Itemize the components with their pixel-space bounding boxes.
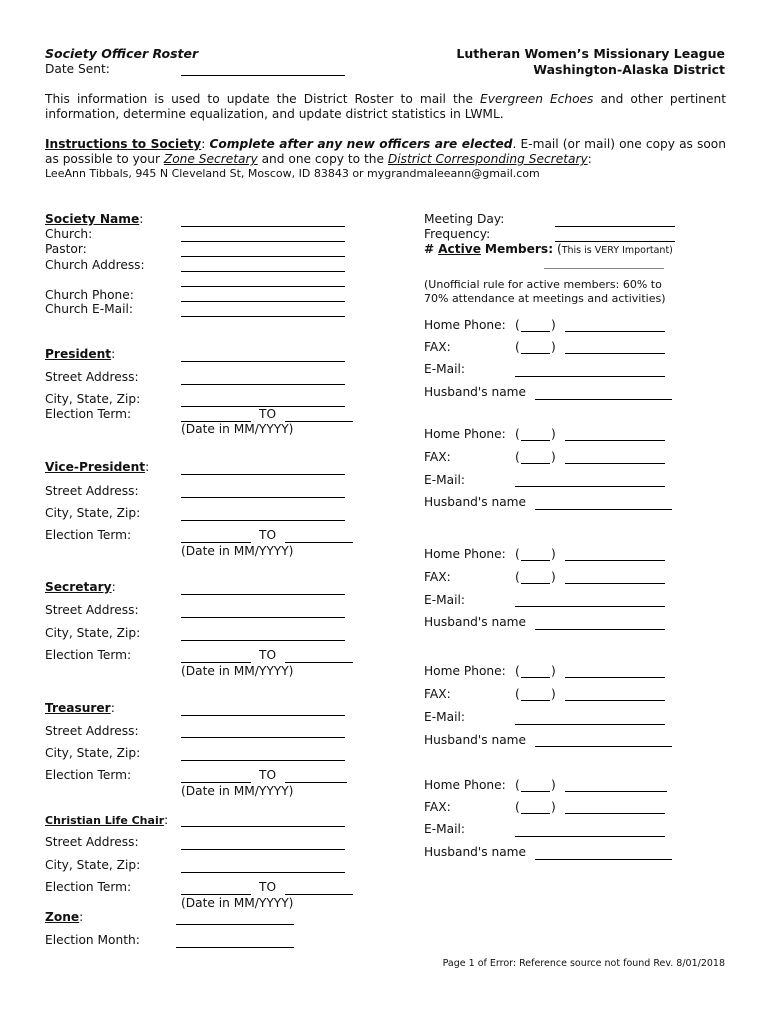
treasurer-date-format: (Date in MM/YYYY)	[181, 784, 294, 798]
secretary-email-field[interactable]	[515, 606, 665, 607]
active-note: This is VERY Important)	[561, 245, 673, 256]
vice-president-husband-field[interactable]	[535, 509, 672, 510]
treasurer-fax-area-field[interactable]	[521, 700, 550, 701]
president-street-field[interactable]	[181, 384, 345, 385]
treasurer-term-end[interactable]	[285, 782, 347, 783]
active-hash: #	[424, 242, 435, 256]
vice-president-colon: :	[145, 460, 150, 474]
president-fax-area-open: (	[515, 340, 520, 354]
treasurer-home-phone-field[interactable]	[565, 677, 665, 678]
christian-life-husband-label: Husband's name	[424, 845, 527, 859]
zone-label: Zone	[45, 910, 80, 924]
christian-life-city-label: City, State, Zip:	[45, 858, 141, 872]
date-sent-field[interactable]	[181, 75, 345, 76]
church-address-label: Church Address:	[45, 258, 145, 272]
secretary-street-label: Street Address:	[45, 603, 139, 617]
christian-life-label: Christian Life Chair	[45, 814, 165, 827]
president-area-close: )	[551, 318, 556, 332]
christian-life-fax-label: FAX:	[424, 800, 451, 814]
contact-line: LeeAnn Tibbals, 945 N Cleveland St, Moscow, ID 83843 or mygrandmaleeann@gmail.com	[45, 167, 540, 180]
secretary-colon: :	[111, 580, 116, 594]
church-address-field-2[interactable]	[181, 286, 345, 287]
vice-president-term-label: Election Term:	[45, 528, 132, 542]
instructions-emphasis: Complete after any new officers are elected	[209, 137, 513, 151]
secretary-husband-field[interactable]	[535, 629, 665, 630]
vice-president-area-code-field[interactable]	[521, 440, 550, 441]
vice-president-email-field[interactable]	[515, 486, 665, 487]
secretary-area-close: )	[551, 547, 556, 561]
treasurer-term-start[interactable]	[181, 782, 251, 783]
president-term-label: Election Term:	[45, 407, 132, 421]
president-home-phone-label: Home Phone:	[424, 318, 506, 332]
secretary-husband-label: Husband's name	[424, 615, 527, 629]
christian-life-term-end[interactable]	[285, 894, 353, 895]
treasurer-husband-field[interactable]	[535, 746, 672, 747]
treasurer-area-code-field[interactable]	[521, 677, 550, 678]
christian-life-fax-area-field[interactable]	[521, 813, 550, 814]
christian-life-home-phone-field[interactable]	[565, 791, 667, 792]
secretary-term-end[interactable]	[285, 662, 353, 663]
treasurer-fax-area-close: )	[551, 687, 556, 701]
church-email-field[interactable]	[181, 316, 345, 317]
publication-name: Evergreen Echoes	[480, 92, 594, 106]
president-area-code-field[interactable]	[521, 331, 550, 332]
meeting-day-label: Meeting Day:	[424, 212, 505, 226]
vice-president-term-start[interactable]	[181, 542, 251, 543]
president-husband-field[interactable]	[535, 399, 672, 400]
secretary-area-open: (	[515, 547, 520, 561]
society-name-text: Society Name	[45, 212, 140, 226]
election-month-field[interactable]	[176, 947, 294, 948]
president-to: TO	[259, 407, 277, 421]
secretary-home-phone-label: Home Phone:	[424, 547, 506, 561]
intro-text-1: This information is used to update the District Roster to mail the	[45, 92, 473, 106]
treasurer-name-field[interactable]	[181, 715, 345, 716]
church-phone-label: Church Phone:	[45, 288, 134, 302]
church-phone-field[interactable]	[181, 301, 345, 302]
secretary-home-phone-field[interactable]	[565, 560, 665, 561]
rule-line-2: 70% attendance at meetings and activities)	[424, 292, 666, 305]
vice-president-term-end[interactable]	[285, 542, 353, 543]
vice-president-city-label: City, State, Zip:	[45, 506, 141, 520]
org-name: Lutheran Women’s Missionary League	[456, 46, 725, 61]
president-fax-area-close: )	[551, 340, 556, 354]
secretary-to: TO	[259, 648, 277, 662]
president-date-format: (Date in MM/YYYY)	[181, 422, 294, 436]
church-email-label: Church E-Mail:	[45, 302, 133, 316]
christian-life-fax-area-open: (	[515, 800, 520, 814]
vice-president-fax-area-field[interactable]	[521, 463, 550, 464]
instructions-text-1: . E-mail (or mail) one copy as soon as possible to your	[45, 137, 726, 166]
president-area-open: (	[515, 318, 520, 332]
society-name-colon: :	[139, 212, 144, 226]
instructions-text-3: :	[587, 152, 592, 166]
christian-life-name-field[interactable]	[181, 826, 345, 827]
zone-secretary-ref: Zone Secretary	[163, 152, 258, 166]
vice-president-city-field[interactable]	[181, 520, 345, 521]
secretary-city-field[interactable]	[181, 640, 345, 641]
treasurer-husband-label: Husband's name	[424, 733, 527, 747]
instructions-label: Instructions to Society	[45, 137, 202, 151]
treasurer-to: TO	[259, 768, 277, 782]
church-field[interactable]	[181, 241, 345, 242]
treasurer-area-close: )	[551, 664, 556, 678]
christian-life-area-code-field[interactable]	[521, 791, 550, 792]
intro-paragraph	[45, 92, 726, 122]
vice-president-date-format: (Date in MM/YYYY)	[181, 544, 294, 558]
secretary-term-label: Election Term:	[45, 648, 132, 662]
society-name-field[interactable]	[181, 226, 345, 227]
active-word: Active	[438, 242, 481, 256]
active-members-text: Members:	[484, 242, 554, 256]
treasurer-email-label: E-Mail:	[424, 710, 465, 724]
president-city-label: City, State, Zip:	[45, 392, 141, 406]
treasurer-fax-area-open: (	[515, 687, 520, 701]
vice-president-street-label: Street Address:	[45, 484, 139, 498]
vice-president-fax-field[interactable]	[565, 463, 665, 464]
christian-life-husband-field[interactable]	[535, 859, 672, 860]
christian-life-city-field[interactable]	[181, 872, 345, 873]
christian-life-home-phone-label: Home Phone:	[424, 778, 506, 792]
treasurer-street-label: Street Address:	[45, 724, 139, 738]
vice-president-fax-area-close: )	[551, 450, 556, 464]
president-fax-area-field[interactable]	[521, 353, 550, 354]
president-home-phone-field[interactable]	[565, 331, 665, 332]
secretary-date-format: (Date in MM/YYYY)	[181, 664, 294, 678]
president-term-end[interactable]	[285, 421, 353, 422]
active-paren: (	[556, 242, 562, 256]
president-husband-label: Husband's name	[424, 385, 527, 399]
treasurer-city-label: City, State, Zip:	[45, 746, 141, 760]
christian-life-colon: :	[164, 813, 169, 827]
treasurer-colon: :	[110, 701, 115, 715]
secretary-fax-area-close: )	[551, 570, 556, 584]
vice-president-email-label: E-Mail:	[424, 473, 465, 487]
pastor-label: Pastor:	[45, 242, 87, 256]
active-members-field[interactable]	[544, 268, 664, 269]
president-street-label: Street Address:	[45, 370, 139, 384]
vice-president-label: Vice-President	[45, 460, 146, 474]
treasurer-email-field[interactable]	[515, 724, 665, 725]
frequency-label: Frequency:	[424, 227, 491, 241]
instructions-paragraph	[45, 137, 726, 167]
society-name-label	[45, 212, 143, 227]
vice-president-heading	[45, 460, 149, 475]
zone-field[interactable]	[176, 924, 294, 925]
president-colon: :	[111, 347, 116, 361]
christian-life-term-start[interactable]	[181, 894, 251, 895]
vice-president-home-phone-field[interactable]	[565, 440, 665, 441]
president-heading	[45, 347, 115, 362]
president-email-label: E-Mail:	[424, 362, 465, 376]
christian-life-area-open: (	[515, 778, 520, 792]
christian-life-term-label: Election Term:	[45, 880, 132, 894]
secretary-label: Secretary	[45, 580, 112, 594]
president-email-field[interactable]	[515, 376, 665, 377]
form-title: Society Officer Roster	[45, 46, 199, 61]
vice-president-husband-label: Husband's name	[424, 495, 527, 509]
secretary-fax-area-field[interactable]	[521, 583, 550, 584]
vice-president-fax-area-open: (	[515, 450, 520, 464]
instructions-text-2: and one copy to the	[261, 152, 385, 166]
vice-president-street-field[interactable]	[181, 497, 345, 498]
christian-life-area-close: )	[551, 778, 556, 792]
secretary-fax-area-open: (	[515, 570, 520, 584]
pastor-field[interactable]	[181, 256, 345, 257]
date-sent-label: Date Sent:	[45, 62, 110, 76]
christian-life-street-field[interactable]	[181, 849, 345, 850]
treasurer-label: Treasurer	[45, 701, 111, 715]
treasurer-fax-label: FAX:	[424, 687, 451, 701]
president-label: President	[45, 347, 112, 361]
christian-life-to: TO	[259, 880, 277, 894]
secretary-area-code-field[interactable]	[521, 560, 550, 561]
secretary-heading	[45, 580, 116, 595]
christian-life-date-format: (Date in MM/YYYY)	[181, 896, 294, 910]
district-secretary-ref: District Corresponding Secretary	[387, 152, 588, 166]
secretary-fax-label: FAX:	[424, 570, 451, 584]
christian-life-street-label: Street Address:	[45, 835, 139, 849]
treasurer-home-phone-label: Home Phone:	[424, 664, 506, 678]
vice-president-area-close: )	[551, 427, 556, 441]
treasurer-street-field[interactable]	[181, 737, 345, 738]
vice-president-home-phone-label: Home Phone:	[424, 427, 506, 441]
christian-life-email-field[interactable]	[515, 836, 665, 837]
vice-president-area-open: (	[515, 427, 520, 441]
vice-president-to: TO	[259, 528, 277, 542]
intro-text-2: and other pertinent information, determine equalization, and update district statistics in LWML.	[45, 92, 727, 121]
zone-heading	[45, 910, 83, 925]
treasurer-area-open: (	[515, 664, 520, 678]
district-name: Washington-Alaska District	[533, 62, 725, 77]
treasurer-heading	[45, 701, 115, 716]
meeting-day-field[interactable]	[555, 226, 675, 227]
treasurer-fax-field[interactable]	[565, 700, 665, 701]
treasurer-term-label: Election Term:	[45, 768, 132, 782]
christian-life-email-label: E-Mail:	[424, 822, 465, 836]
zone-colon: :	[79, 910, 84, 924]
page-footer: Page 1 of Error: Reference source not found Rev. 8/01/2018	[442, 958, 725, 969]
active-members-label	[424, 242, 673, 258]
christian-life-fax-area-close: )	[551, 800, 556, 814]
instructions-colon: :	[201, 137, 206, 151]
church-address-field-1[interactable]	[181, 271, 345, 272]
church-label: Church:	[45, 227, 93, 241]
secretary-term-start[interactable]	[181, 662, 251, 663]
vice-president-name-field[interactable]	[181, 474, 345, 475]
treasurer-city-field[interactable]	[181, 760, 345, 761]
rule-line-1: (Unofficial rule for active members: 60% to	[424, 278, 662, 291]
secretary-email-label: E-Mail:	[424, 593, 465, 607]
secretary-fax-field[interactable]	[565, 583, 665, 584]
president-fax-label: FAX:	[424, 340, 451, 354]
vice-president-fax-label: FAX:	[424, 450, 451, 464]
christian-life-heading	[45, 813, 168, 828]
christian-life-fax-field[interactable]	[565, 813, 665, 814]
election-month-label: Election Month:	[45, 933, 140, 947]
president-name-field[interactable]	[181, 361, 345, 362]
secretary-name-field[interactable]	[181, 594, 345, 595]
secretary-street-field[interactable]	[181, 617, 345, 618]
secretary-city-label: City, State, Zip:	[45, 626, 141, 640]
president-fax-field[interactable]	[565, 353, 665, 354]
